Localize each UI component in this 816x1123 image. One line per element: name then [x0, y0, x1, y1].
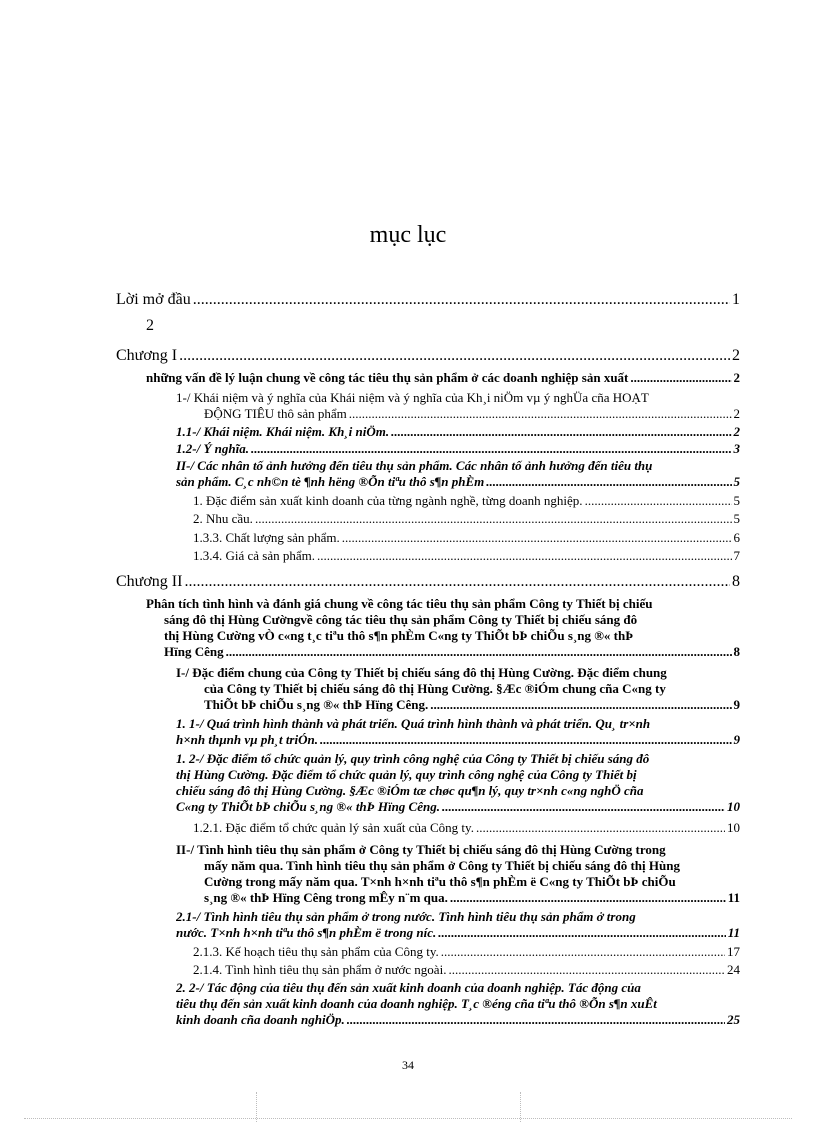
- toc-entry-label: Lời mở đầu: [116, 292, 191, 308]
- toc-page-number: 11: [727, 890, 740, 905]
- toc-chapter-1[interactable]: [116, 348, 740, 364]
- toc-page-number: 10: [727, 799, 740, 814]
- page-title: mục lục: [369, 222, 447, 248]
- toc-subsection[interactable]: 1. Đặc điểm sản xuất kinh doanh của từng ngành nghề, từng doanh nghiệp. ..... 5: [193, 493, 740, 509]
- toc-page-number: 5: [733, 474, 740, 489]
- toc-entry-continuation: 2: [146, 317, 154, 334]
- toc-page-number: 5: [733, 511, 740, 526]
- toc-chapter-1-description[interactable]: những vấn đề lý luận chung về công tác tiêu thụ sản phẩm ở các doanh nghiệp sản xuất ..... 2: [146, 370, 740, 386]
- toc-section-1[interactable]: 1-/ Khái niệm và ý nghĩa của Khái niệm và ý nghĩa của Kh¸i niÖm vµ ý nghÜa cña HOẠT ĐỘNG TIÊU thô sản phẩm ..... 2: [176, 390, 740, 422]
- toc-chapter-2[interactable]: [116, 574, 740, 590]
- toc-entry-label: Chương I: [116, 348, 178, 364]
- toc-ch2-section-2-1[interactable]: 2.1-/ Tình hình tiêu thụ sản phẩm ở trong nước. Tình hình tiêu thụ sản phẩm ở trong nước. T×nh h×nh tiªu thô s¶n phÈm ë trong níc. ..... 11: [176, 909, 740, 941]
- toc-subsection[interactable]: 1.2.1. Đặc điểm tổ chức quản lý sản xuất của Công ty. ..... 10: [193, 820, 740, 836]
- toc-page-number: 17: [727, 944, 740, 959]
- toc-page-number: 8: [733, 644, 740, 659]
- toc-ch2-section-1-2[interactable]: 1. 2-/ Đặc điểm tổ chức quản lý, quy trình công nghệ của Công ty Thiết bị chiếu sáng đô thị Hùng Cường. Đặc điểm tổ chức quản lý, quy trình công nghệ của Công ty Thiết bị chiếu sáng đô thị Hùng Cường. §Æc ®iÓm tæ chøc qu¶n lý, quy tr×nh c«ng nghÖ cña C«ng ty ThiÕt bÞ chiÕu s¸ng ®« thÞ Hïng Cêng. ..... 10: [176, 751, 740, 815]
- toc-subsection[interactable]: 2.1.3. Kế hoạch tiêu thụ sản phẩm của Công ty. ..... 17: [193, 944, 740, 960]
- toc-page-number: 9: [733, 697, 740, 712]
- toc-page-number: 2: [733, 370, 740, 385]
- toc-page-number: 5: [733, 493, 740, 508]
- toc-section-1-2[interactable]: 1.2-/ Ý nghĩa. ..... 3: [176, 441, 740, 457]
- toc-subsection[interactable]: 1.3.3. Chất lượng sản phẩm. ..... 6: [193, 530, 740, 546]
- toc-subsection[interactable]: 1.3.4. Giá cả sản phẩm. ..... 7: [193, 548, 740, 564]
- toc-page-number: 6: [733, 530, 740, 545]
- toc-ch2-section-2[interactable]: II-/ Tình hình tiêu thụ sản phẩm ở Công ty Thiết bị chiếu sáng đô thị Hùng Cường trong mấy năm qua. Tình hình tiêu thụ sản phẩm ở Công ty Thiết bị chiếu sáng đô thị Hùng Cường trong mấy năm qua. T×nh h×nh tiªu thô s¶n phÈm ë C«ng ty ThiÕt bÞ chiÕu s¸ng ®« thÞ Hïng Cêng trong mÊy n¨m qua. ..... 11: [176, 842, 740, 906]
- toc-page-number: 11: [727, 925, 740, 940]
- toc-ch2-section-1-1[interactable]: 1. 1-/ Quá trình hình thành và phát triển. Quá trình hình thành và phát triển. Qu¸ tr×nh h×nh thµnh vµ ph¸t triÓn. ..... 9: [176, 716, 740, 748]
- toc-page-number: 2: [733, 424, 740, 439]
- toc-page-number: 7: [733, 548, 740, 563]
- toc-section-1-1[interactable]: 1.1-/ Khái niệm. Khái niệm. Kh¸i niÖm. ..... 2: [176, 424, 740, 440]
- toc-subsection[interactable]: 2. Nhu cầu. ..... 5: [193, 511, 740, 527]
- toc-entry-label: Chương II: [116, 574, 183, 590]
- page-number: 34: [402, 1058, 414, 1072]
- toc-ch2-section-2-2[interactable]: 2. 2-/ Tác động của tiêu thụ đến sản xuất kinh doanh của doanh nghiệp. Tác động của tiêu thụ đến sản xuất kinh doanh của doanh nghiệp. T¸c ®éng cña tiªu thô ®Õn s¶n xuÊt kinh doanh cña doanh nghiÖp. ..... 25: [176, 980, 740, 1028]
- toc-entry-intro[interactable]: [116, 292, 740, 334]
- toc-page-number: 2: [733, 406, 740, 421]
- page-footer-rule: [24, 1118, 792, 1119]
- toc-page-number: 2: [732, 348, 740, 364]
- toc-page-number: 8: [732, 574, 740, 590]
- toc-page-number: 9: [733, 732, 740, 747]
- toc-page-number: 1: [732, 292, 740, 308]
- toc-chapter-2-description[interactable]: Phân tích tình hình và đánh giá chung về công tác tiêu thụ sản phẩm Công ty Thiết bị chiếu sáng đô thị Hùng Cườngvề công tác tiêu thụ sản phẩm Công ty Thiết bị chiếu sáng đô thị Hùng Cường vÒ c«ng t¸c tiªu thô s¶n phÈm C«ng ty ThiÕt bÞ chiÕu s¸ng ®« thÞ Hïng Cêng ..... 8: [146, 596, 740, 660]
- toc-page-number: 24: [727, 962, 740, 977]
- toc-page-number: 25: [727, 1012, 740, 1027]
- toc-page-number: 10: [727, 820, 740, 835]
- toc-page-number: 3: [733, 441, 740, 456]
- toc-section-2[interactable]: II-/ Các nhân tố ảnh hưởng đến tiêu thụ sản phẩm. Các nhân tố ảnh hưởng đến tiêu thụ sản phẩm. C¸c nh©n tè ¶nh hëng ®Õn tiªu thô s¶n phÈm ..... 5: [176, 458, 740, 490]
- toc-ch2-section-1[interactable]: I-/ Đặc điểm chung của Công ty Thiết bị chiếu sáng đô thị Hùng Cường. Đặc điểm chung của Công ty Thiết bị chiếu sáng đô thị Hùng Cường. §Æc ®iÓm chung cña C«ng ty ThiÕt bÞ chiÕu s¸ng ®« thÞ Hïng Cêng. ..... 9: [176, 665, 740, 713]
- toc-subsection[interactable]: 2.1.4. Tình hình tiêu thụ sản phẩm ở nước ngoài. ..... 24: [193, 962, 740, 978]
